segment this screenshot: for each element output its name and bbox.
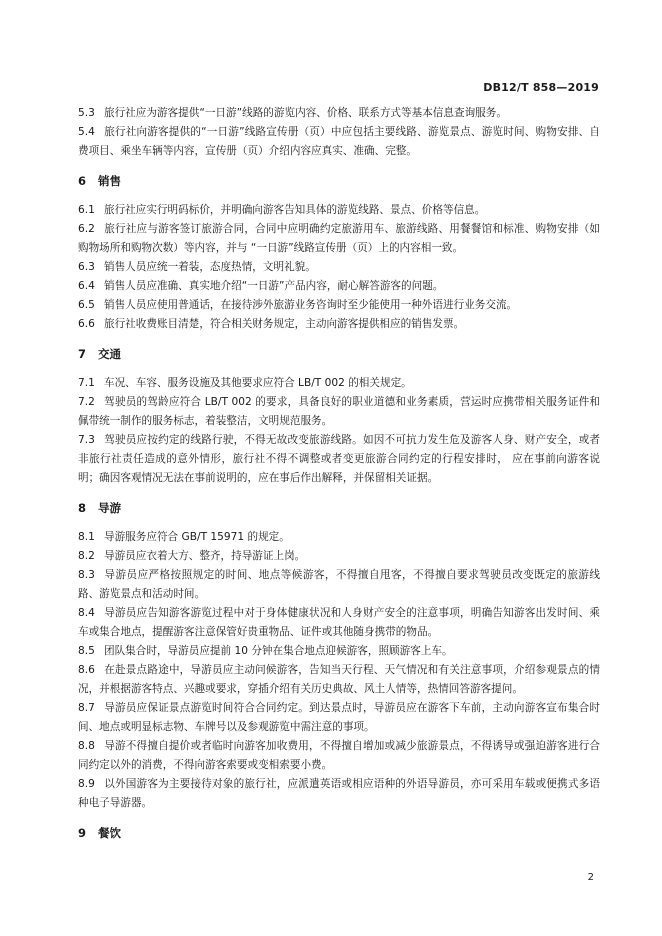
clause-number: 5.3 xyxy=(78,107,95,119)
clause-text: 旅行社应为游客提供“一日游”线路的游览内容、价格、联系方式等基本信息查询服务。 xyxy=(104,107,507,119)
section-title: 销售 xyxy=(98,174,121,188)
clause-paragraph xyxy=(78,220,600,258)
page-number: 2 xyxy=(587,872,594,883)
clause-text: 旅行社应实行明码标价，并明确向游客告知具体的游览线路、景点、价格等信息。 xyxy=(104,204,486,216)
clause-paragraph xyxy=(78,104,600,123)
section-heading xyxy=(78,824,600,843)
clause-paragraph xyxy=(78,258,600,277)
clause-number: 8.7 xyxy=(78,702,95,714)
clause-paragraph xyxy=(78,374,600,393)
clause-paragraph xyxy=(78,201,600,220)
clause-number: 8.5 xyxy=(78,645,95,657)
clause-text: 销售人员应统一着装，态度热情，文明礼貌。 xyxy=(104,261,316,273)
clause-number: 6.3 xyxy=(78,261,95,273)
clause-paragraph xyxy=(78,277,600,296)
clause-number: 8.6 xyxy=(78,664,95,676)
clause-text: 导游员应严格按照规定的时间、地点等候游客，不得擅自甩客，不得擅自要求驾驶员改变既定的旅游线路、游览景点和活动时间。 xyxy=(78,569,600,600)
clause-paragraph xyxy=(78,642,600,661)
section-title: 导游 xyxy=(98,501,121,515)
clause-text: 以外国游客为主要接待对象的旅行社，应派遣英语或相应语种的外语导游员，亦可采用车载或便携式多语种电子导游器。 xyxy=(78,778,600,809)
clause-number: 7.1 xyxy=(78,377,95,389)
section-title: 餐饮 xyxy=(98,826,121,840)
section-heading xyxy=(78,345,600,364)
clause-text: 销售人员应使用普通话，在接待涉外旅游业务咨询时至少能使用一种外语进行业务交流。 xyxy=(104,299,518,311)
clause-paragraph xyxy=(78,123,600,161)
clause-number: 8.1 xyxy=(78,531,95,543)
section-number: 8 xyxy=(78,501,87,515)
clause-paragraph xyxy=(78,661,600,699)
clause-paragraph xyxy=(78,296,600,315)
clause-text: 销售人员应准确、真实地介绍“一日游”产品内容，耐心解答游客的问题。 xyxy=(104,280,444,292)
section-heading xyxy=(78,499,600,518)
clause-paragraph xyxy=(78,393,600,431)
clause-paragraph xyxy=(78,547,600,566)
clause-text: 车况、车容、服务设施及其他要求应符合 LB/T 002 的相关规定。 xyxy=(104,377,412,389)
clause-text: 驾驶员应按约定的线路行驶，不得无故改变旅游线路。如因不可抗力发生危及游客人身、财产安全，或者非旅行社责任造成的意外情形，旅行社不得不调整或者变更旅游合同约定的行程安排时， 应在事前向游客说明；确因客观情况无法在事前说明的，应在事后作出解释，并保留相关证据。 xyxy=(78,434,600,484)
clause-paragraph xyxy=(78,431,600,488)
clause-number: 7.2 xyxy=(78,396,95,408)
clause-text: 导游员应告知游客游览过程中对于身体健康状况和人身财产安全的注意事项，明确告知游客出发时间、乘车或集合地点，提醒游客注意保管好贵重物品、证件或其他随身携带的物品。 xyxy=(78,607,600,638)
clause-paragraph xyxy=(78,775,600,813)
clause-number: 6.1 xyxy=(78,204,95,216)
clause-paragraph xyxy=(78,699,600,737)
clause-number: 8.3 xyxy=(78,569,95,581)
clause-number: 8.4 xyxy=(78,607,95,619)
section-number: 9 xyxy=(78,826,87,840)
section-number: 6 xyxy=(78,174,87,188)
section-heading xyxy=(78,172,600,191)
clause-number: 5.4 xyxy=(78,126,95,138)
clause-number: 6.5 xyxy=(78,299,95,311)
clause-text: 导游不得擅自提价或者临时向游客加收费用，不得擅自增加或减少旅游景点，不得诱导或强迫游客进行合同约定以外的消费，不得向游客索要或变相索要小费。 xyxy=(78,740,600,771)
clause-number: 8.8 xyxy=(78,740,95,752)
clause-number: 8.9 xyxy=(78,778,95,790)
clause-paragraph xyxy=(78,528,600,547)
clause-number: 6.6 xyxy=(78,318,95,330)
clause-text: 导游员应衣着大方、整齐，持导游证上岗。 xyxy=(104,550,306,562)
document-body xyxy=(78,104,600,853)
clause-text: 导游服务应符合 GB/T 15971 的规定。 xyxy=(104,531,290,543)
clause-number: 8.2 xyxy=(78,550,95,562)
clause-text: 旅行社应与游客签订旅游合同，合同中应明确约定旅游用车、旅游线路、用餐餐馆和标准、购物安排（如购物场所和购物次数）等内容，并与 “一日游”线路宣传册（页）上的内容相一致。 xyxy=(78,223,600,254)
clause-text: 驾驶员的驾龄应符合 LB/T 002 的要求，具备良好的职业道德和业务素质，营运时应携带相关服务证件和佩带统一制作的服务标志，着装整洁，文明规范服务。 xyxy=(78,396,600,427)
clause-paragraph xyxy=(78,604,600,642)
clause-text: 导游员应保证景点游览时间符合合同约定。到达景点时，导游员应在游客下车前，主动向游客宣布集合时间、地点或明显标志物、车牌号以及参观游览中需注意的事项。 xyxy=(78,702,600,733)
document-code: DB12/T 858—2019 xyxy=(483,81,599,94)
section-number: 7 xyxy=(78,347,87,361)
clause-text: 在赴景点路途中，导游员应主动问候游客，告知当天行程、天气情况和有关注意事项，介绍参观景点的情况，并根据游客特点、兴趣或要求，穿插介绍有关历史典故、风土人情等，热情回答游客提问。 xyxy=(78,664,600,695)
section-title: 交通 xyxy=(98,347,121,361)
clause-number: 6.2 xyxy=(78,223,95,235)
clause-text: 旅行社向游客提供的“一日游”线路宣传册（页）中应包括主要线路、游览景点、游览时间、购物安排、自费项目、乘坐车辆等内容，宣传册（页）介绍内容应真实、准确、完整。 xyxy=(78,126,600,157)
clause-paragraph xyxy=(78,566,600,604)
clause-text: 团队集合时，导游员应提前 10 分钟在集合地点迎候游客，照顾游客上车。 xyxy=(104,645,453,657)
clause-paragraph xyxy=(78,315,600,334)
clause-text: 旅行社收费账目清楚，符合相关财务规定，主动向游客提供相应的销售发票。 xyxy=(104,318,465,330)
clause-paragraph xyxy=(78,737,600,775)
clause-number: 6.4 xyxy=(78,280,95,292)
clause-number: 7.3 xyxy=(78,434,95,446)
